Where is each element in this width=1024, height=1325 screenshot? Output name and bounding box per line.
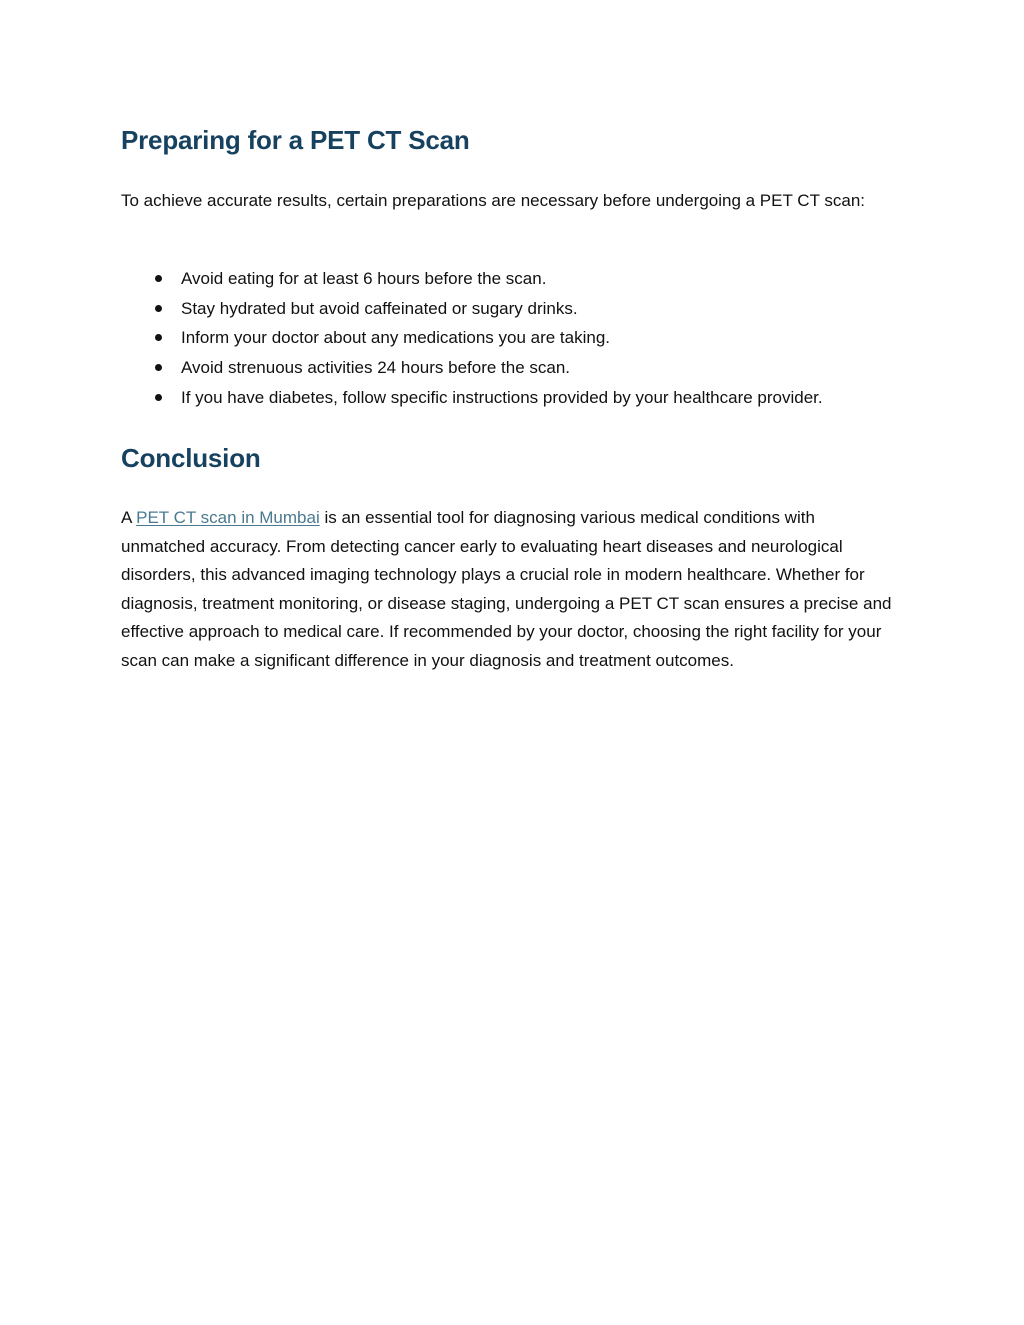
list-item-text: Avoid eating for at least 6 hours before the scan. <box>181 269 547 288</box>
bullet-icon <box>155 364 162 371</box>
preparation-list <box>121 264 911 413</box>
list-item-text: Inform your doctor about any medications you are taking. <box>181 328 611 348</box>
bullet-icon <box>155 334 162 341</box>
preparing-heading: Preparing for a PET CT Scan <box>121 125 470 155</box>
bullet-icon <box>155 394 162 401</box>
list-item <box>121 323 911 353</box>
bullet-icon <box>155 275 162 282</box>
list-item <box>121 353 911 383</box>
conclusion-paragraph <box>121 504 901 676</box>
pet-ct-mumbai-link[interactable]: PET CT scan in Mumbai <box>136 508 320 527</box>
list-item-text: Stay hydrated but avoid caffeinated or sugary drinks. <box>181 298 578 318</box>
list-item-text: If you have diabetes, follow specific instructions provided by your healthcare provider. <box>181 387 823 407</box>
conclusion-body: is an essential tool for diagnosing various medical conditions with unmatched accuracy. From detecting cancer early to evaluating heart diseases and neurological disorders, this advanced imaging technology plays a crucial role in modern healthcare. Whether for diagnosis, treatment monitoring, or disease staging, undergoing a PET CT scan ensures a precise and effective approach to medical care. If recommended by your doctor, choosing the right facility for your scan can make a significant difference in your diagnosis and treatment outcomes. <box>121 508 892 670</box>
list-item <box>121 264 911 294</box>
bullet-icon <box>155 305 162 312</box>
preparing-intro: To achieve accurate results, certain preparations are necessary before undergoing a PET CT scan: <box>121 191 865 210</box>
list-item-text: Avoid strenuous activities 24 hours before the scan. <box>181 358 571 378</box>
list-item <box>121 383 911 413</box>
conclusion-prefix: A <box>121 508 137 527</box>
conclusion-heading: Conclusion <box>121 443 261 473</box>
list-item <box>121 294 911 324</box>
